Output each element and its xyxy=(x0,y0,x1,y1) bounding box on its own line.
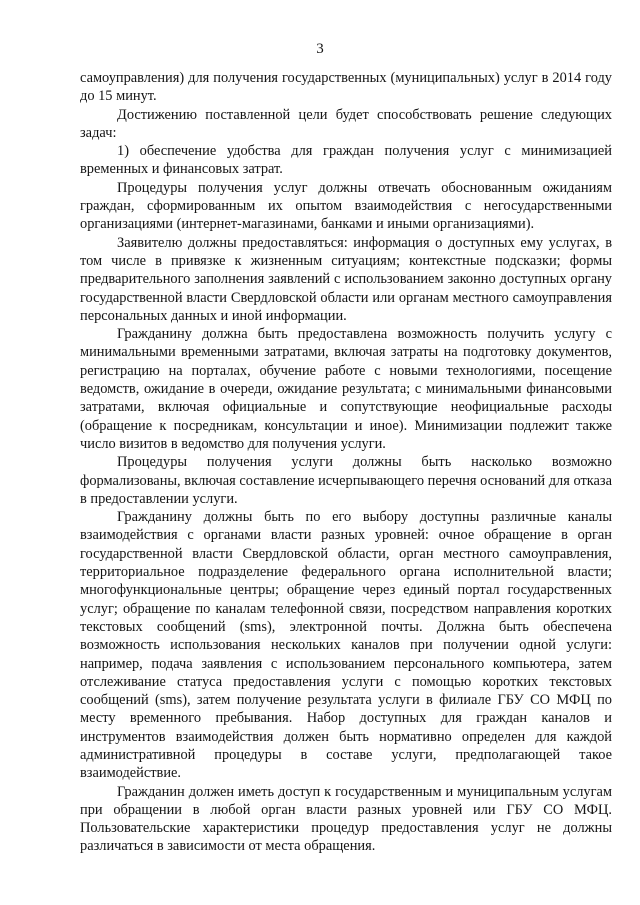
paragraph: Гражданин должен иметь доступ к государственным и муниципальным услугам при обращении в любой орган власти разных уровней или ГБУ СО МФЦ. Пользовательские характеристики процедур предоставления услуг не должны различаться в зависимости от места обращения. xyxy=(80,783,612,855)
paragraph: Процедуры получения услуг должны отвечать обоснованным ожиданиям граждан, сформированным их опытом взаимодействия с негосударственными организациями (интернет-магазинами, банками и иными организациями). xyxy=(80,179,612,233)
paragraph: Гражданину должны быть по его выбору доступны различные каналы взаимодействия с органами власти разных уровней: очное обращение в орган государственной власти Свердловской области, орган местного самоуправления, территориальное подразделение федерального органа исполнительной власти; многофункциональные центры; обращение через единый портал государственных услуг; обращение по каналам телефонной связи, посредством направления коротких текстовых сообщений (sms), электронной почты. Должна быть обеспечена возможность использования нескольких каналов при получении одной услуги: например, подача заявления с использованием персонального компьютера, затем отслеживание статуса предоставления услуги с помощью коротких текстовых сообщений (sms), затем получение результата услуги в филиале ГБУ СО МФЦ по месту временного пребывания. Набор доступных для граждан каналов и инструментов взаимодействия должен быть нормативно определен для каждой административной процедуры в составе услуги, предполагающей такое взаимодействие. xyxy=(80,509,612,782)
page-number: 3 xyxy=(316,41,324,57)
paragraph: Гражданину должна быть предоставлена возможность получить услугу с минимальными временными затратами, включая затраты на подготовку документов, регистрацию на порталах, обучение работе с новыми технологиями, посещение ведомств, ожидание в очереди, ожидание результата; с минимальными финансовыми затратами, включая официальные и сопутствующие неофициальные расходы (обращение к посредникам, консультации и иное). Минимизации подлежит также число визитов в ведомство для получения услуги. xyxy=(80,326,612,452)
document-body xyxy=(80,69,612,856)
paragraph: Достижению поставленной цели будет способствовать решение следующих задач: xyxy=(80,106,612,141)
paragraph: Процедуры получения услуги должны быть насколько возможно формализованы, включая составление исчерпывающего перечня оснований для отказа в предоставлении услуги. xyxy=(80,454,612,507)
paragraph: самоуправления) для получения государственных (муниципальных) услуг в 2014 году до 15 минут. xyxy=(80,70,612,105)
paragraph: 1) обеспечение удобства для граждан получения услуг с минимизацией временных и финансовых затрат. xyxy=(80,143,612,178)
paragraph: Заявителю должны предоставляться: информация о доступных ему услугах, в том числе в привязке к жизненным ситуациям; контекстные подсказки; формы предварительного заполнения заявлений с использованием законно доступных органу государственной власти Свердловской области или органам местного самоуправления персональных данных и иной информации. xyxy=(80,234,612,324)
